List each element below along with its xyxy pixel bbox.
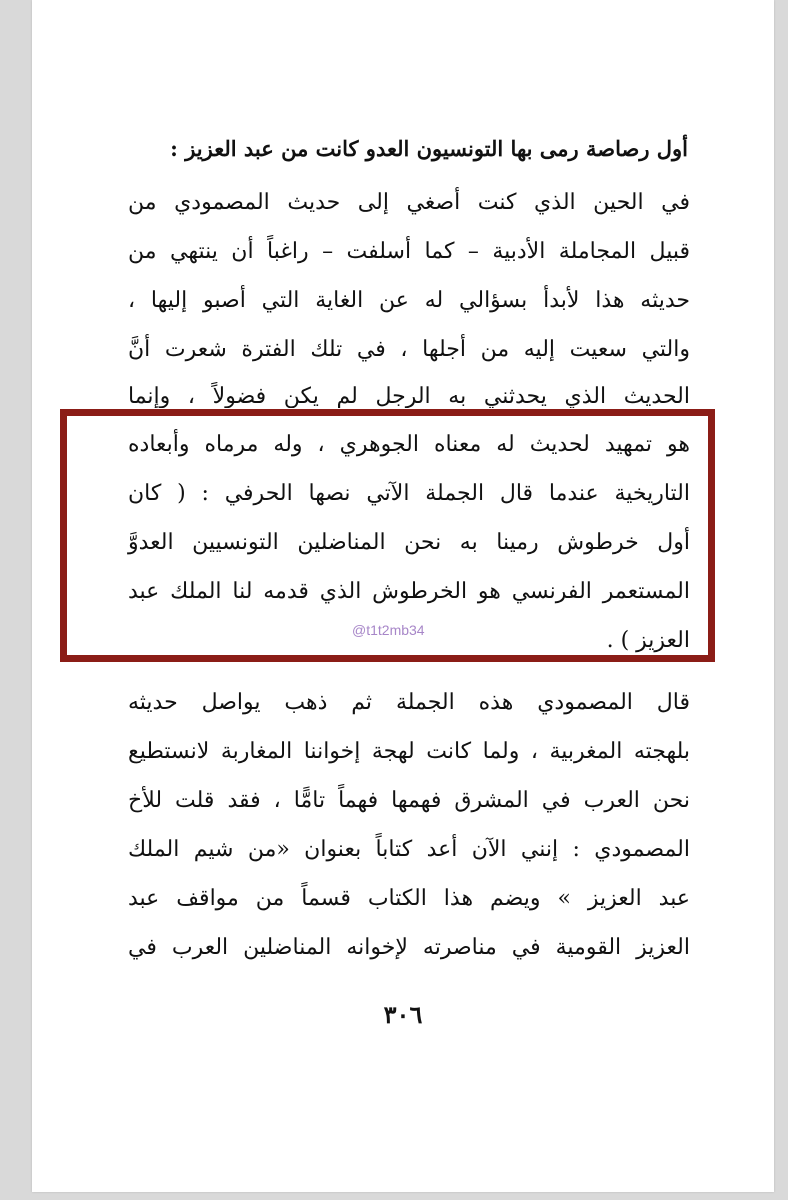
page-number: ٣٠٦ [383,1000,423,1029]
highlighted-line: المستعمر الفرنسي هو الخرطوش الذي قدمه لنا الملك عبد [128,579,690,604]
book-page [32,0,774,1192]
text-line: عبد العزيز » ويضم هذا الكتاب قسماً من مواقف عبد [128,886,690,911]
section-heading: أول رصاصة رمى بها التونسيون العدو كانت من عبد العزيز : [170,136,688,161]
highlighted-line: هو تمهيد لحديث له معناه الجوهري ، وله مرماه وأبعاده [128,432,690,457]
text-line: قال المصمودي هذه الجملة ثم ذهب يواصل حديثه [128,690,690,715]
highlighted-line: التاريخية عندما قال الجملة الآتي نصها الحرفي : ( كان [128,481,691,506]
text-line: الحديث الذي يحدثني به الرجل لم يكن فضولاً ، وإنما [128,384,690,408]
text-line: والتي سعيت إليه من أجلها ، في تلك الفترة شعرت أنَّ [128,337,690,362]
text-line: قبيل المجاملة الأدبية – كما أسلفت – راغباً أن ينتهي من [128,239,690,264]
highlighted-line: العزيز ) . [606,628,690,653]
text-line: المصمودي : إنني الآن أعد كتاباً بعنوان «من شيم الملك [128,837,690,862]
highlighted-line: أول خرطوش رمينا به نحن المناضلين التونسيين العدوَّ [128,530,690,555]
text-line: نحن العرب في المشرق فهمها فهماً تامًّا ، فقد قلت للأخ [128,788,690,813]
text-line: في الحين الذي كنت أصغي إلى حديث المصمودي من [128,190,690,215]
text-line: بلهجته المغربية ، ولما كانت لهجة إخواننا المغاربة لانستطيع [128,739,690,764]
text-line: حديثه هذا لأبدأ بسؤالي له عن الغاية التي أصبو إليها ، [128,288,690,313]
watermark: @t1t2mb34 [352,622,425,638]
text-line: العزيز القومية في مناصرته لإخوانه المناضلين العرب في [128,935,690,960]
